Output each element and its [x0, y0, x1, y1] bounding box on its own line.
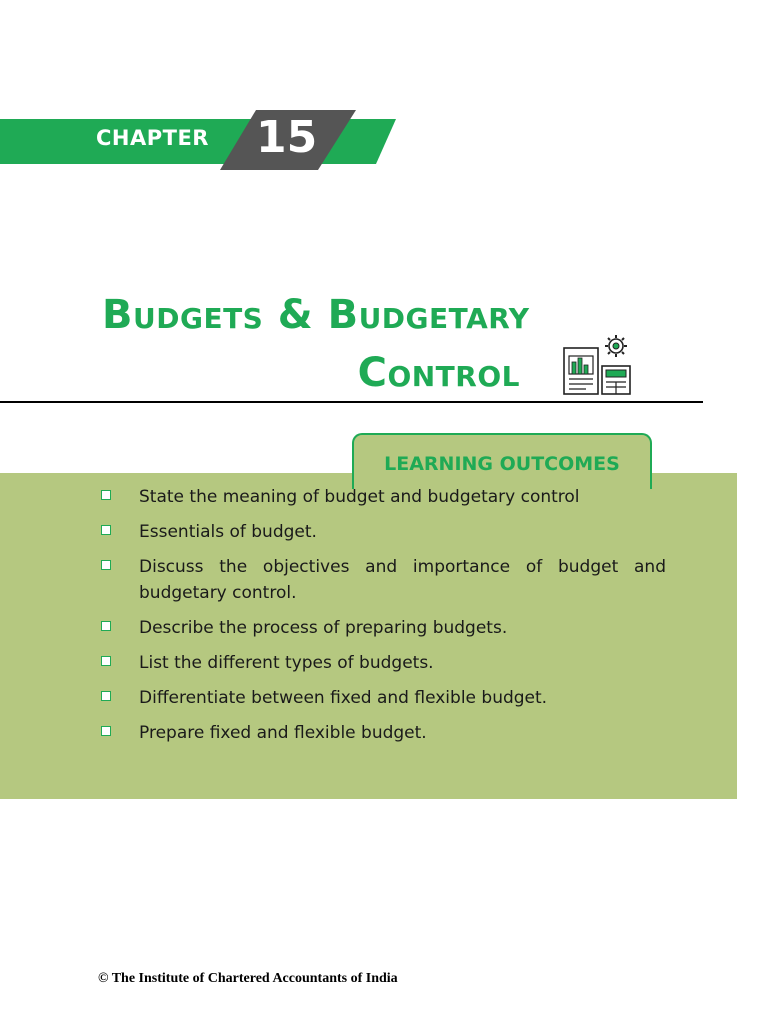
learning-outcome-item: Prepare fixed and flexible budget. [100, 720, 666, 746]
learning-outcomes-list [100, 484, 666, 755]
checkbox-bullet-icon [101, 490, 111, 500]
learning-outcome-item: Discuss the objectives and importance of budget and budgetary control. [100, 554, 666, 606]
learning-outcome-item: Essentials of budget. [100, 519, 666, 545]
learning-outcome-item: Describe the process of preparing budgets. [100, 615, 666, 641]
checkbox-bullet-icon [101, 691, 111, 701]
title-divider [0, 401, 703, 403]
chapter-title-line-1: Budgets & Budgetary [102, 292, 530, 338]
chapter-label: CHAPTER [96, 126, 209, 150]
checkbox-bullet-icon [101, 525, 111, 535]
learning-outcome-item: State the meaning of budget and budgetary control [100, 484, 666, 510]
budget-chart-gear-icon [560, 334, 636, 398]
checkbox-bullet-icon [101, 621, 111, 631]
checkbox-bullet-icon [101, 656, 111, 666]
copyright-footer: © The Institute of Chartered Accountants of India [98, 971, 398, 986]
checkbox-bullet-icon [101, 560, 111, 570]
learning-outcome-item: Differentiate between fixed and flexible budget. [100, 685, 666, 711]
checkbox-bullet-icon [101, 726, 111, 736]
learning-outcomes-heading: LEARNING OUTCOMES [384, 453, 620, 475]
chapter-title-line-2: Control [357, 350, 520, 396]
chapter-number: 15 [256, 112, 318, 163]
learning-outcome-item: List the different types of budgets. [100, 650, 666, 676]
